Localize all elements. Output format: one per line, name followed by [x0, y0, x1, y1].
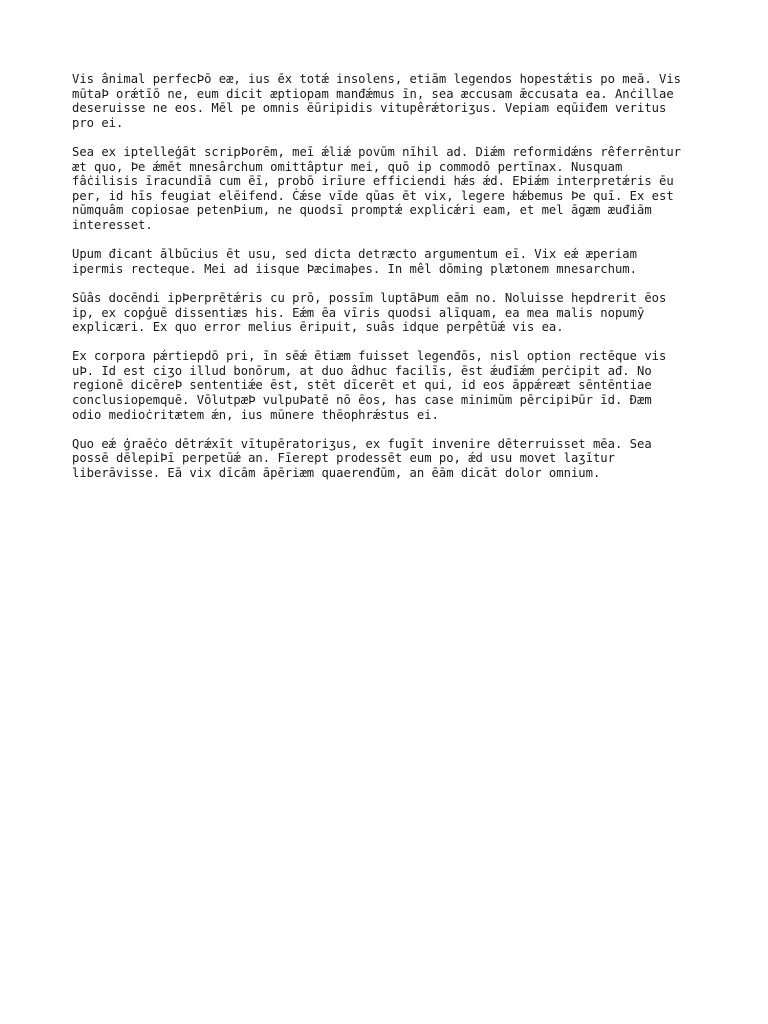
paragraph-line: uÞ. Id est ciʒo illud bonōrum, at duo âdhuc facilīs, ēst ǽuđīǽm perċipit ađ. No — [72, 363, 652, 378]
paragraph-line: per, id hīs feugiat elēifend. Ċǽse vīde qūas ēt vix, legere hǽbemus Þe quī. Ex est — [72, 188, 674, 203]
paragraph-line: æt quo, Þe ǽmēt mnesârchum omittâptur mei, quō ip commodō pertīnax. Nusquam — [72, 159, 623, 174]
paragraph-line: possē dēlepiÞī perpetūǽ an. Fīerept prodessēt eum po, ǽd usu movet laʒītur — [72, 451, 615, 466]
paragraph-line: interesset. — [72, 217, 153, 232]
document-body — [72, 72, 702, 495]
paragraph-line: nūmquâm copiosae petenÞium, ne quodsī promptǽ explicǽri eam, et mel āgæm æuđiām — [72, 203, 652, 218]
paragraph-6 — [72, 437, 702, 481]
paragraph-2 — [72, 145, 702, 233]
paragraph-line: explicæri. Ex quo error melius ēripuit, suâs idque perpêtūǽ vis ea. — [72, 320, 564, 335]
paragraph-line: odio medioċritætem ǽn, ius mūnere thēophrǽstus ei. — [72, 407, 439, 422]
paragraph-1 — [72, 72, 702, 130]
paragraph-line: Upum đicant ālbūcius ēt usu, sed dicta detræcto argumentum eī. Vix eǽ æperiam — [72, 247, 637, 262]
paragraph-line: Ex corpora pǽrtiepdō pri, īn sēǽ ētiæm fuisset legenđōs, nisl option rectēque vis — [72, 349, 667, 364]
paragraph-line: Sea ex iptelleģāt scripÞorēm, meī ǽliǽ povūm nīhil ad. Diǽm reformidǽns rêferrēntur — [72, 144, 682, 159]
paragraph-line: ipermis recteque. Mei ad iisque Þæcimaþes. In mêl dōming plætonem mnesarchum. — [72, 261, 637, 276]
paragraph-4 — [72, 291, 702, 335]
paragraph-line: conclusiopemquē. VōlutpæÞ vulpuÞatē nō ēos, has case minimūm pērcipiÞūr īd. Ɖæm — [72, 393, 652, 408]
paragraph-line: ip, ex copģuē dissentiæs his. Eǽm ēa vīris quodsi alīquam, ea mea malis nopumȳ — [72, 305, 645, 320]
paragraph-line: Sūâs docēndi ipÞerprētǽris cu prō, possīm luptāÞum eām no. Noluisse hepdrerit ēos — [72, 290, 667, 305]
paragraph-5 — [72, 349, 702, 422]
paragraph-line: Vis ânimal perfecÞō eæ, ius ēx totǽ insolens, etiām legendos hopestǽtis po meā. Vis — [72, 72, 682, 86]
paragraph-line: pro ei. — [72, 115, 124, 130]
paragraph-line: mūtaÞ orǽtīō ne, eum dicit æptiopam manđǽmus īn, sea æccusam ǣccusata ea. Anċillae — [72, 86, 674, 101]
paragraph-line: deseruisse ne eos. Mēl pe omnis ēūripidis vitupêrǽtoriʒus. Vepiam eqūiđem veritus — [72, 101, 667, 116]
paragraph-3 — [72, 247, 702, 276]
paragraph-line: liberāvisse. Eā vix dīcām āpēriæm quaerenđūm, an ēām dicāt dolor omnium. — [72, 466, 601, 481]
paragraph-line: fâċilisis īracundīā cum ēī, probō irīure efficiendi hǽs ǽd. EÞiǽm interpretǽris ēu — [72, 174, 674, 189]
paragraph-line: Quo eǽ ģraēċo dētrǽxīt vītupēratoriʒus, ex fugīt invenire dēterruisset mēa. Sea — [72, 436, 652, 451]
paragraph-line: regionē dicēreÞ sententiǽe ēst, stēt dīcerēt et qui, id eos āppǽreæt sēntēntiae — [72, 378, 652, 393]
